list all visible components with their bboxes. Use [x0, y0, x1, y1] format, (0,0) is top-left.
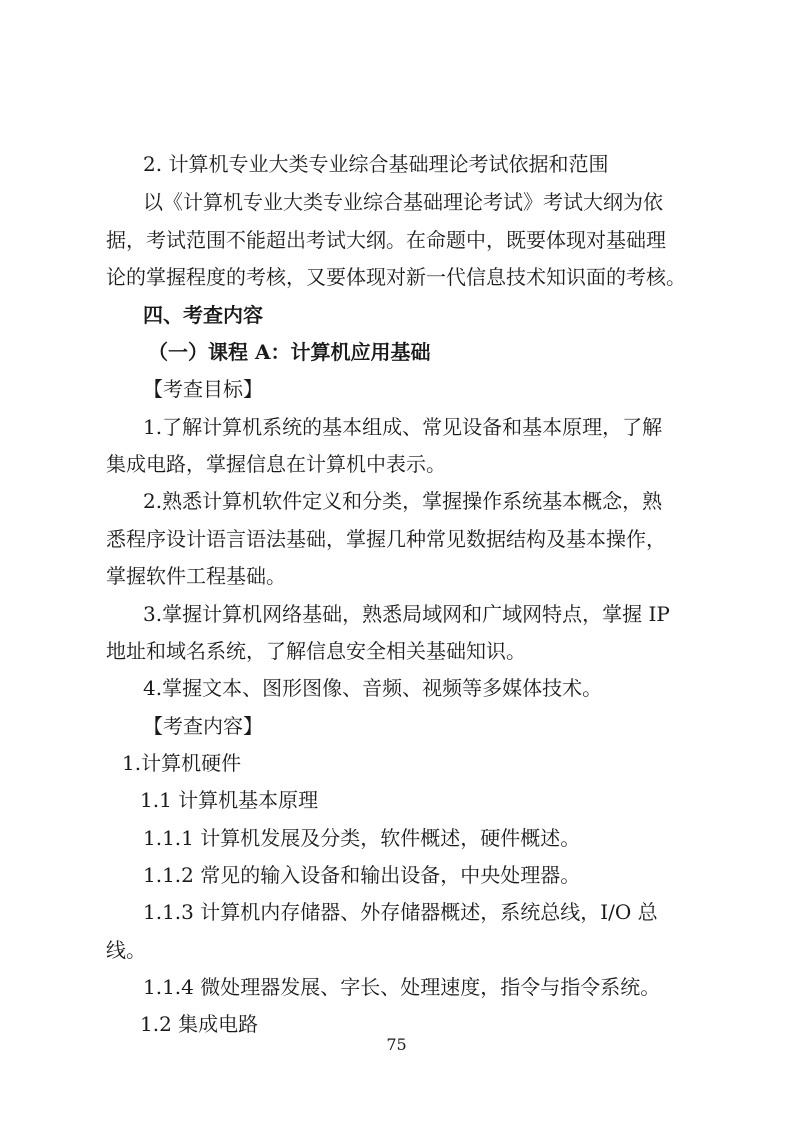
paragraph-line: 1.了解计算机系统的基本组成、常见设备和基本原理，了解 — [143, 415, 663, 439]
paragraph-line: 2.熟悉计算机软件定义和分类，掌握操作系统基本概念，熟 — [143, 489, 663, 513]
outline-item-level3: 1.1.3 计算机内存储器、外存储器概述，系统总线，I/O 总 — [143, 900, 658, 924]
paragraph-line: 论的掌握程度的考核，又要体现对新一代信息技术知识面的考核。 — [106, 265, 686, 289]
outline-item-level3: 1.1.1 计算机发展及分类，软件概述，硬件概述。 — [143, 826, 581, 850]
chapter-heading: 四、考查内容 — [143, 303, 263, 327]
outline-item-level2: 1.1 计算机基本原理 — [140, 788, 319, 812]
paragraph-line: 悉程序设计语言语法基础，掌握几种常见数据结构及基本操作， — [106, 527, 666, 551]
paragraph-line: 3.掌握计算机网络基础，熟悉局域网和广域网特点，掌握 IP — [143, 602, 670, 626]
subheading: 【考查目标】 — [143, 377, 263, 401]
outline-item-level1: 1.计算机硬件 — [122, 751, 242, 775]
paragraph-line: 以《计算机专业大类专业综合基础理论考试》考试大纲为依 — [143, 190, 663, 214]
section-heading: 2. 计算机专业大类专业综合基础理论考试依据和范围 — [143, 152, 609, 176]
outline-item-continuation: 线。 — [106, 938, 146, 962]
paragraph-line: 掌握软件工程基础。 — [106, 564, 286, 588]
subheading: 【考查内容】 — [143, 714, 263, 738]
outline-item-level3: 1.1.4 微处理器发展、字长、处理速度，指令与指令系统。 — [143, 975, 661, 999]
paragraph-line: 地址和域名系统，了解信息安全相关基础知识。 — [106, 639, 526, 663]
paragraph-line: 集成电路，掌握信息在计算机中表示。 — [106, 452, 446, 476]
paragraph-line: 4.掌握文本、图形图像、音频、视频等多媒体技术。 — [143, 676, 603, 700]
course-heading: （一）课程 A：计算机应用基础 — [148, 340, 431, 364]
page-number: 75 — [386, 1035, 407, 1054]
outline-item-level2: 1.2 集成电路 — [140, 1012, 259, 1036]
paragraph-line: 据，考试范围不能超出考试大纲。在命题中，既要体现对基础理 — [106, 228, 666, 252]
outline-item-level3: 1.1.2 常见的输入设备和输出设备，中央处理器。 — [143, 863, 581, 887]
